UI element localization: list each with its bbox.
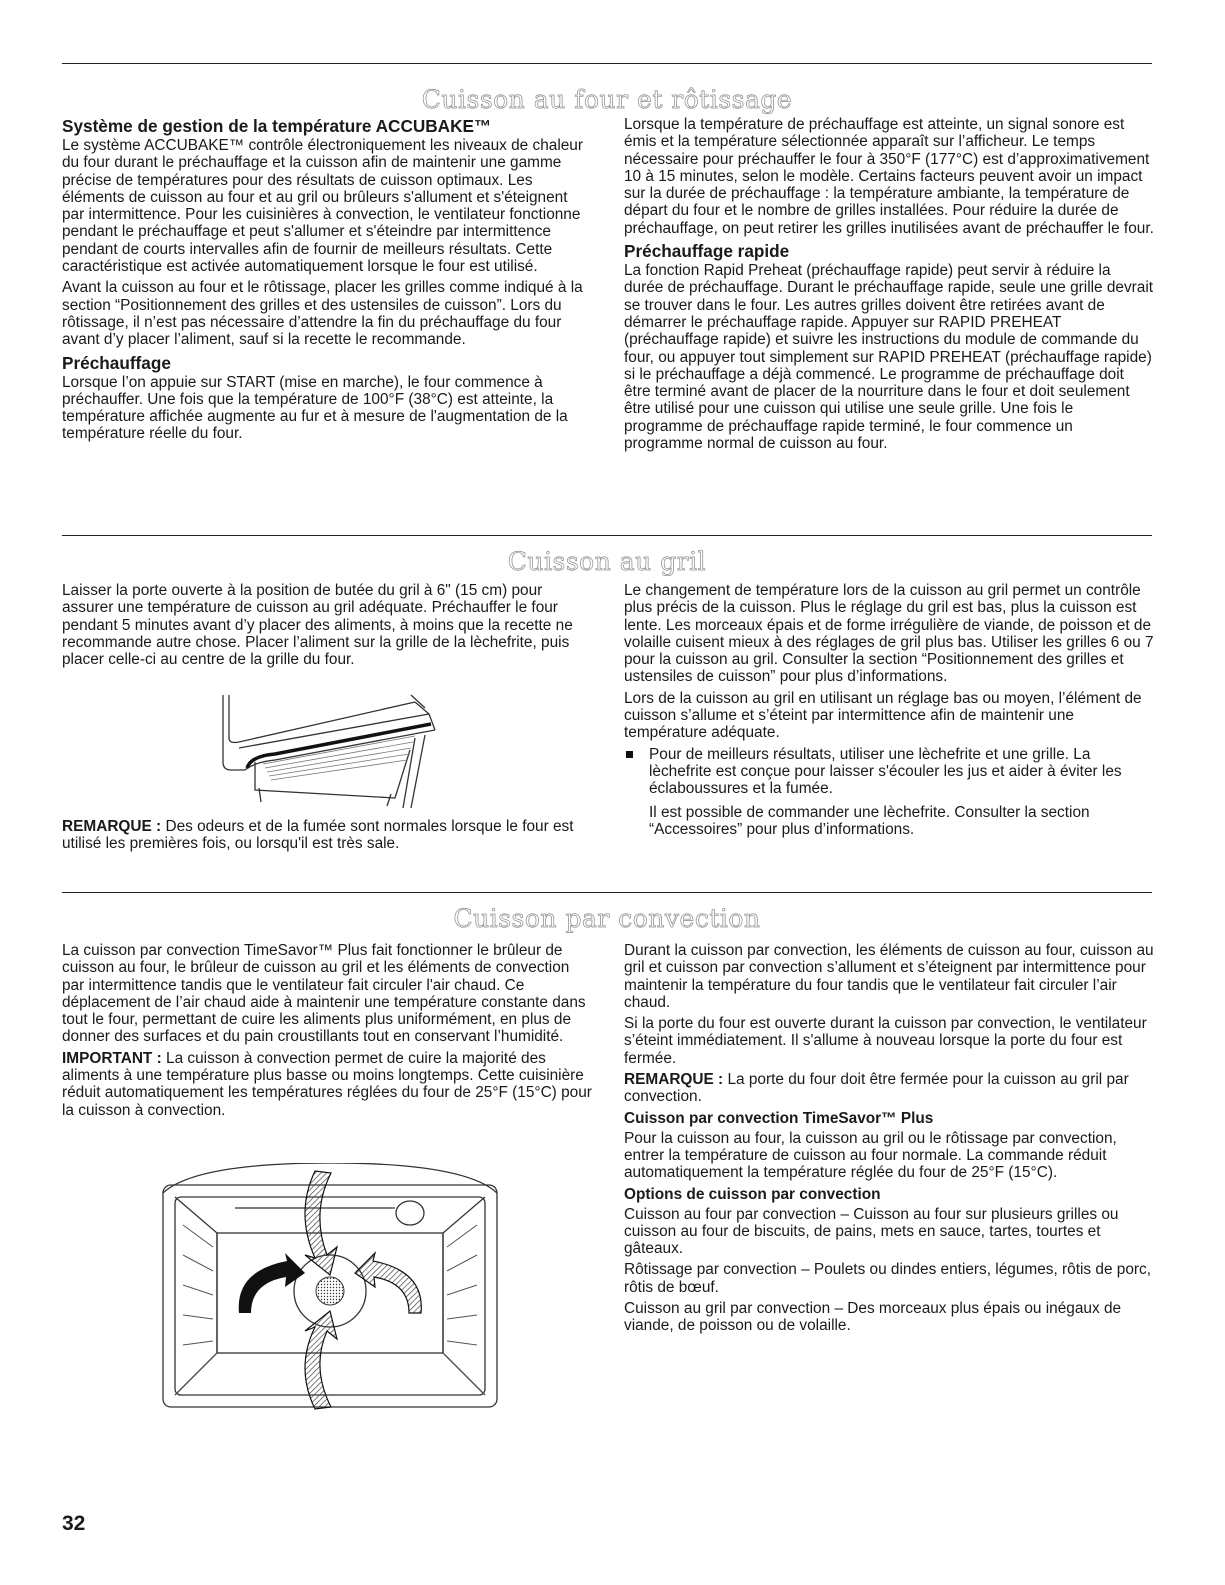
gril-left-column: [62, 582, 592, 672]
section-title-gril: Cuisson au gril: [507, 547, 707, 576]
section-title-convection: Cuisson par convection: [453, 904, 761, 933]
page-number: 32: [62, 1512, 86, 1535]
convection-note-text: La porte du four doit être fermée pour la cuisson au gril par convection.: [624, 1071, 1129, 1106]
section-rule-convection: [62, 892, 1152, 893]
broil-door-illustration: [215, 690, 460, 810]
broil-pan-order-text: Il est possible de commander une lèchefrite. Consulter la section “Accessoires” pour plus d’informations.: [649, 803, 1090, 838]
gril-note: [62, 818, 592, 857]
four-left-column: [62, 116, 592, 447]
convection-note-label: REMARQUE :: [624, 1071, 724, 1089]
four-right-column: [624, 116, 1154, 456]
timesavor-paragraph: La cuisson par convection TimeSavor™ Plus fait fonctionner le brûleur de cuisson au four, le brûleur de cuisson au gril et les éléments de convection par intermittence tandis que le ventilateur fait circuler l'air chaud. Ce déplacement de l’air chaud aide à maintenir une température constante dans tout le four, permettant de cuire les aliments plus uniformément, en plus de donner des surfaces et du pain croustillants tout en conservant l’humidité.: [62, 942, 586, 1046]
broil-pan-bullet: [624, 746, 1154, 798]
timesavor-heading: Cuisson par convection TimeSavor™ Plus: [624, 1109, 934, 1127]
important-paragraph: [62, 1050, 592, 1119]
convection-bake-option: Cuisson au four par convection – Cuisson au four sur plusieurs grilles ou cuisson au four de biscuits, de pains, mets en sauce, tartes, tourtes et gâteaux.: [624, 1205, 1119, 1258]
section-rule-four: [62, 63, 1152, 64]
convection-left-column: [62, 942, 592, 1123]
convection-right-column: [624, 942, 1154, 1339]
broil-pan-bullet-text: Pour de meilleurs résultats, utiliser une lèchefrite et une grille. La lèchefrite est conçue pour laisser s'écouler les jus et aider à éviter les éclaboussures et la fumée.: [649, 745, 1122, 798]
convection-elements-paragraph: Durant la cuisson par convection, les éléments de cuisson au four, cuisson au gril et cuisson par convection s’allument et s’éteignent par intermittence pour maintenir la température du four tandis que le ventilateur fait circuler l’air chaud.: [624, 942, 1154, 1011]
convection-roast-option: Rôtissage par convection – Poulets ou dindes entiers, légumes, rôtis de porc, rôtis de bœuf.: [624, 1261, 1151, 1296]
accubake-heading: Système de gestion de la température ACCUBAKE™: [62, 116, 492, 136]
rapid-preheat-paragraph: La fonction Rapid Preheat (préchauffage rapide) peut servir à réduire la durée de préchauffage. Durant le préchauffage rapide, seule une grille devrait se trouver dans le four. Les autres grilles doivent être retirées avant de démarrer le préchauffage rapide. Appuyer sur RAPID PREHEAT (préchauffage rapide) et suivre les instructions du module de commande du four, ou appuyer tout simplement sur RAPID PREHEAT (préchauffage rapide) si le préchauffage a déjà commencé. Le programme de préchauffage doit être terminé avant de placer de la nourriture dans le four et doit seulement être utilisé pour une cuisson qui utilise une seule grille. Une fois le programme de préchauffage rapide terminé, le four commence un programme normal de cuisson au four.: [624, 262, 1154, 453]
signal-paragraph: Lorsque la température de préchauffage est atteinte, un signal sonore est émis et la température sélectionnée apparaît sur l’afficheur. Le temps nécessaire pour préchauffer le four à 350°F (177°C) est d’approximativement 10 à 15 minutes, selon le modèle. Certains facteurs peuvent avoir un impact sur la durée de préchauffage : la température ambiante, la température de départ du four et le nombre de grilles installées. Pour réduire la durée de préchauffage, on peut retirer les grilles inutilisées avant de préchauffer le four.: [624, 116, 1154, 237]
rapid-preheat-heading: Préchauffage rapide: [624, 241, 790, 262]
section-rule-gril: [62, 535, 1152, 536]
broil-temp-paragraph: Le changement de température lors de la cuisson au gril permet un contrôle plus précis de la cuisson. Plus le réglage du gril est bas, plus la cuisson est lente. Les morceaux épais et de forme irrégulière de viande, de poisson et de volaille cuisent mieux à des réglages de gril plus bas. Utiliser les grilles 6 ou 7 pour la cuisson au gril. Consulter la section “Positionnement des grilles et ustensiles de cuisson” pour plus d’informations.: [624, 582, 1154, 686]
bullet-square-icon: [626, 751, 633, 758]
note-label: REMARQUE :: [62, 818, 162, 835]
prechauffage-paragraph: Lorsque l’on appuie sur START (mise en marche), le four commence à préchauffer. Une fois que la température de 100°F (38°C) est atteinte, la température affichée augmente au fur et à mesure de l'augmentation de la température réelle du four.: [62, 373, 568, 443]
convection-note-paragraph: [624, 1071, 1154, 1106]
section-title-four: Cuisson au four et rôtissage: [421, 85, 793, 114]
broil-door-paragraph: Laisser la porte ouverte à la position de butée du gril à 6" (15 cm) pour assurer une température de cuisson au gril adéquate. Préchauffer le four pendant 5 minutes avant d’y placer des aliments, à moins que la recette ne recommande autre chose. Placer l’aliment sur la grille de la lèchefrite, puis placer celle-ci au centre de la grille du four.: [62, 582, 573, 669]
prechauffage-heading: Préchauffage: [62, 352, 171, 373]
important-text: La cuisson à convection permet de cuire la majorité des aliments à une température plus basse ou moins longtemps. Cette cuisinière réduit automatiquement les températures réglées du four de 25°F (15°C) pour la cuisson à convection.: [62, 1049, 592, 1119]
convection-oven-illustration: [155, 1163, 505, 1413]
accubake-paragraph: Le système ACCUBAKE™ contrôle électroniquement les niveaux de chaleur du four durant le préchauffage et la cuisson afin de maintenir une gamme précise de températures pour des résultats de cuisson optimaux. Les éléments de cuisson au four et au gril ou brûleurs s'allument et s'éteignent par intermittence. Pour les cuisinières à convection, le ventilateur fonctionne pendant le préchauffage et peut s'allumer et s'éteindre par intermittence pendant de courts intervalles afin de fournir de meilleurs résultats. Cette caractéristique est activée automatiquement lorsque le four est utilisé.: [62, 137, 583, 276]
important-label: IMPORTANT :: [62, 1049, 162, 1067]
note-text: Des odeurs et de la fumée sont normales lorsque le four est utilisé les premières fois, ou lorsqu'il est très sale.: [62, 818, 574, 853]
gril-right-column: [624, 582, 1154, 842]
convection-options-heading: Options de cuisson par convection: [624, 1185, 881, 1203]
door-open-paragraph: Si la porte du four est ouverte durant la cuisson par convection, le ventilateur s’éteint immédiatement. Il s'allume à nouveau lorsque la porte du four est fermée.: [624, 1015, 1147, 1067]
timesavor-temp-paragraph: Pour la cuisson au four, la cuisson au gril ou le rôtissage par convection, entrer la température de cuisson au four normale. La commande réduit automatiquement la température réglée du four de 25°F (15°C).: [624, 1129, 1117, 1182]
broil-low-paragraph: Lors de la cuisson au gril en utilisant un réglage bas ou moyen, l’élément de cuisson s’allume et s’éteint par intermittence afin de maintenir une température adéquate.: [624, 689, 1142, 742]
convection-broil-option: Cuisson au gril par convection – Des morceaux plus épais ou inégaux de viande, de poisson ou de volaille.: [624, 1300, 1122, 1335]
placement-paragraph: Avant la cuisson au four et le rôtissage, placer les grilles comme indiqué à la section “Positionnement des grilles et des ustensiles de cuisson”. Lors du rôtissage, il n’est pas nécessaire d’attendre la fin du préchauffage du four avant d’y placer l’aliment, sauf si la recette le recommande.: [62, 279, 583, 349]
